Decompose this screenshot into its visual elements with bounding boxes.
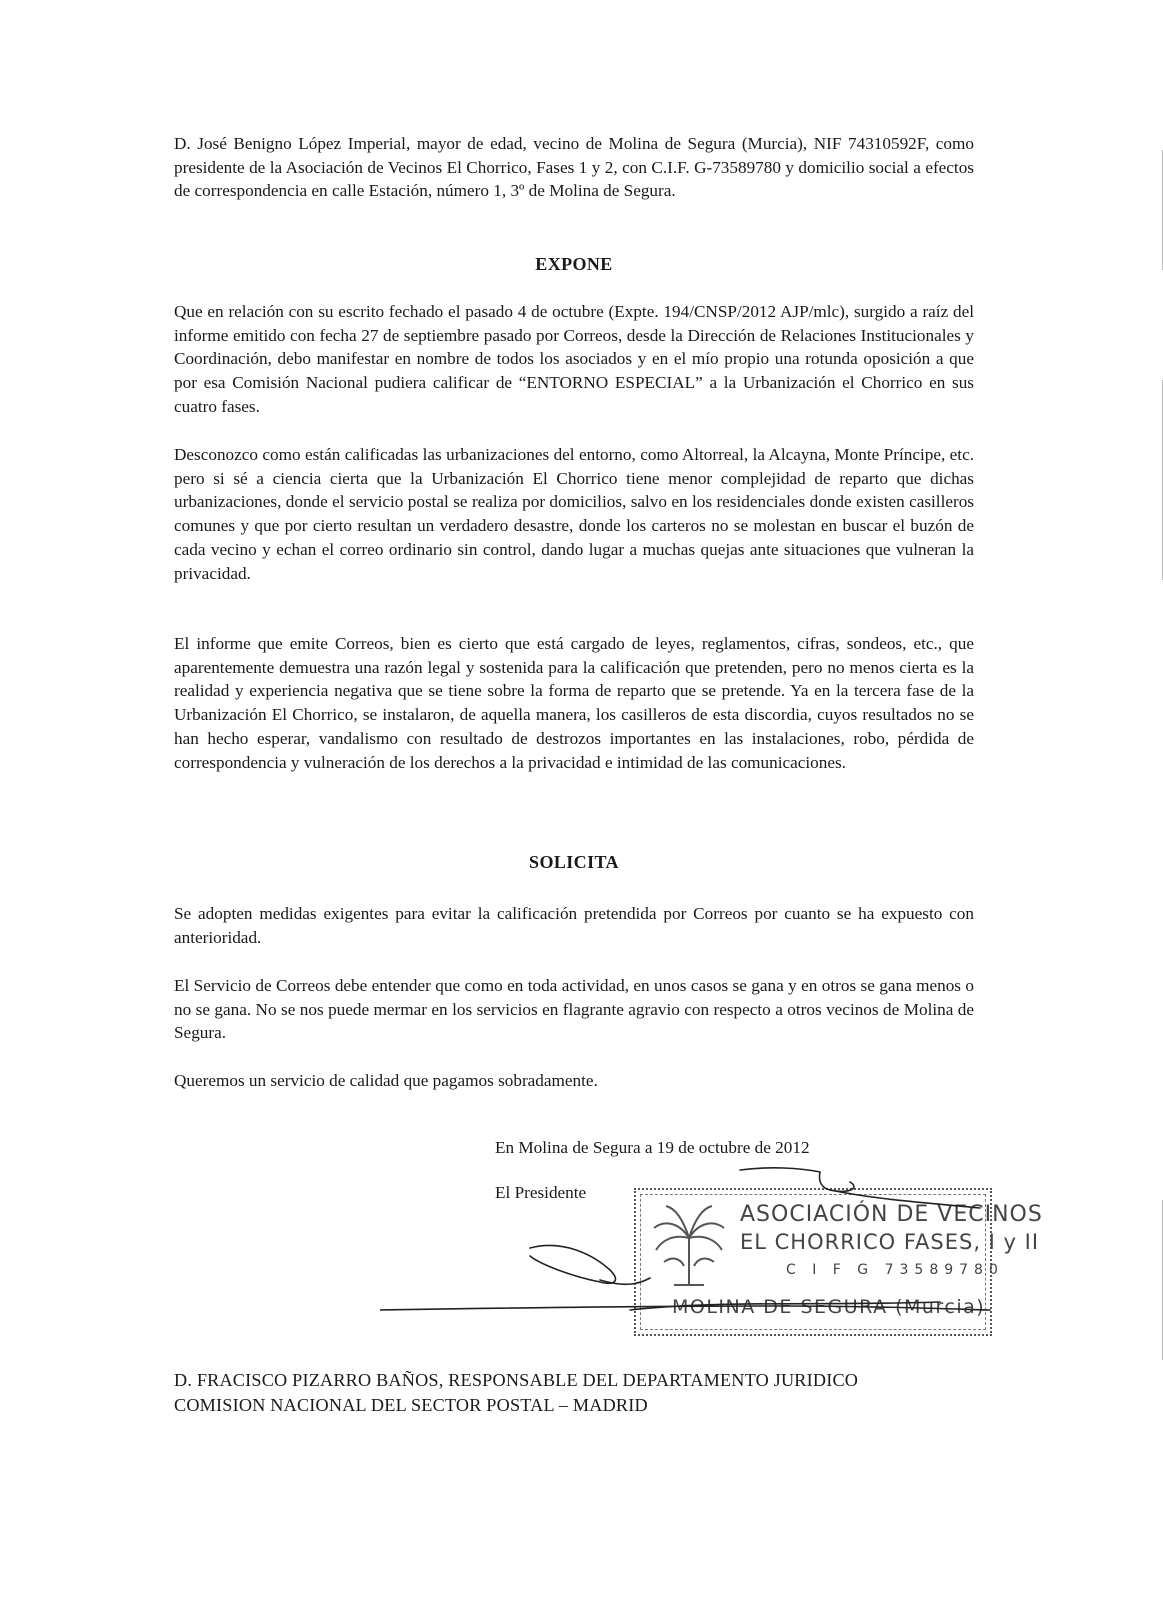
association-stamp: [634, 1188, 1043, 1336]
expone-paragraph-2: Desconozco como están calificadas las urbanizaciones del entorno, como Altorreal, la Alcayna, Monte Príncipe, etc. pero si sé a ciencia cierta que la Urbanización El Chorrico tiene menor complejidad de reparto que dichas urbanizaciones, donde el servicio postal se realiza por domicilios, salvo en los residenciales donde existen casilleros comunes y que por cierto resultan un verdadero desastre, donde los carteros no se molestan en buscar el buzón de cada vecino y echan el correo ordinario sin control, dando lugar a muchas quejas ante situaciones que vulneran la privacidad.: [174, 445, 974, 583]
stamp-line-4: MOLINA DE SEGURA (Murcia): [672, 1296, 986, 1318]
solicita-paragraph-1: Se adopten medidas exigentes para evitar la calificación pretendida por Correos por cuanto se ha expuesto con anterioridad.: [174, 904, 974, 947]
stamp-line-2: EL CHORRICO FASES, I y II: [740, 1230, 1040, 1254]
expone-paragraph-3: El informe que emite Correos, bien es cierto que está cargado de leyes, reglamentos, cifras, sondeos, etc., que aparentemente demuestra una razón legal y sostenida para la calificación que pretenden, pero no menos cierta es la realidad y experiencia negativa que se tiene sobre la forma de reparto que se pretende. Ya en la tercera fase de la Urbanización El Chorrico, se instalaron, de aquella manera, los casilleros de esta discordia, cuyos resultados no se han hecho esperar, vandalismo con resultado de destrozos importantes en las instalaciones, robo, pérdida de correspondencia y vulneración de los derechos a la privacidad e intimidad de las comunicaciones.: [174, 634, 974, 772]
addressee-block: [174, 1368, 994, 1418]
heading-expone: EXPONE: [535, 254, 613, 274]
intro-paragraph: D. José Benigno López Imperial, mayor de edad, vecino de Molina de Segura (Murcia), NIF 74310592F, como presidente de la Asociación de Vecinos El Chorrico, Fases 1 y 2, con C.I.F. G-73589780 y domicilio social a efectos de correspondencia en calle Estación, número 1, 3º de Molina de Segura.: [174, 134, 974, 201]
stamp-line-3: C I F G 73589780: [786, 1262, 1004, 1278]
solicita-paragraph-2: El Servicio de Correos debe entender que como en toda actividad, en unos casos se gana y en otros se gana menos o no se gana. No se nos puede mermar en los servicios en flagrante agravio con respecto a otros vecinos de Molina de Segura.: [174, 976, 974, 1043]
addressee-line-2: COMISION NACIONAL DEL SECTOR POSTAL – MADRID: [174, 1395, 648, 1415]
heading-solicita: SOLICITA: [529, 852, 619, 872]
solicita-paragraph-3: Queremos un servicio de calidad que pagamos sobradamente.: [174, 1071, 598, 1090]
palm-tree-logo-icon: [644, 1200, 734, 1290]
place-date: En Molina de Segura a 19 de octubre de 2012: [495, 1138, 810, 1157]
addressee-line-1: D. FRACISCO PIZARRO BAÑOS, RESPONSABLE DEL DEPARTAMENTO JURIDICO: [174, 1370, 859, 1390]
signer-title: El Presidente: [495, 1183, 587, 1202]
stamp-line-1: ASOCIACIÓN DE VECINOS: [740, 1202, 1043, 1227]
expone-paragraph-1: Que en relación con su escrito fechado el pasado 4 de octubre (Expte. 194/CNSP/2012 AJP/mlc), surgido a raíz del informe emitido con fecha 27 de septiembre pasado por Correos, desde la Dirección de Relaciones Institucionales y Coordinación, debo manifestar en nombre de todos los asociados y en el mío propio una rotunda oposición a que por esa Comisión Nacional pudiera calificar de “ENTORNO ESPECIAL” a la Urbanización el Chorrico en sus cuatro fases.: [174, 302, 974, 416]
